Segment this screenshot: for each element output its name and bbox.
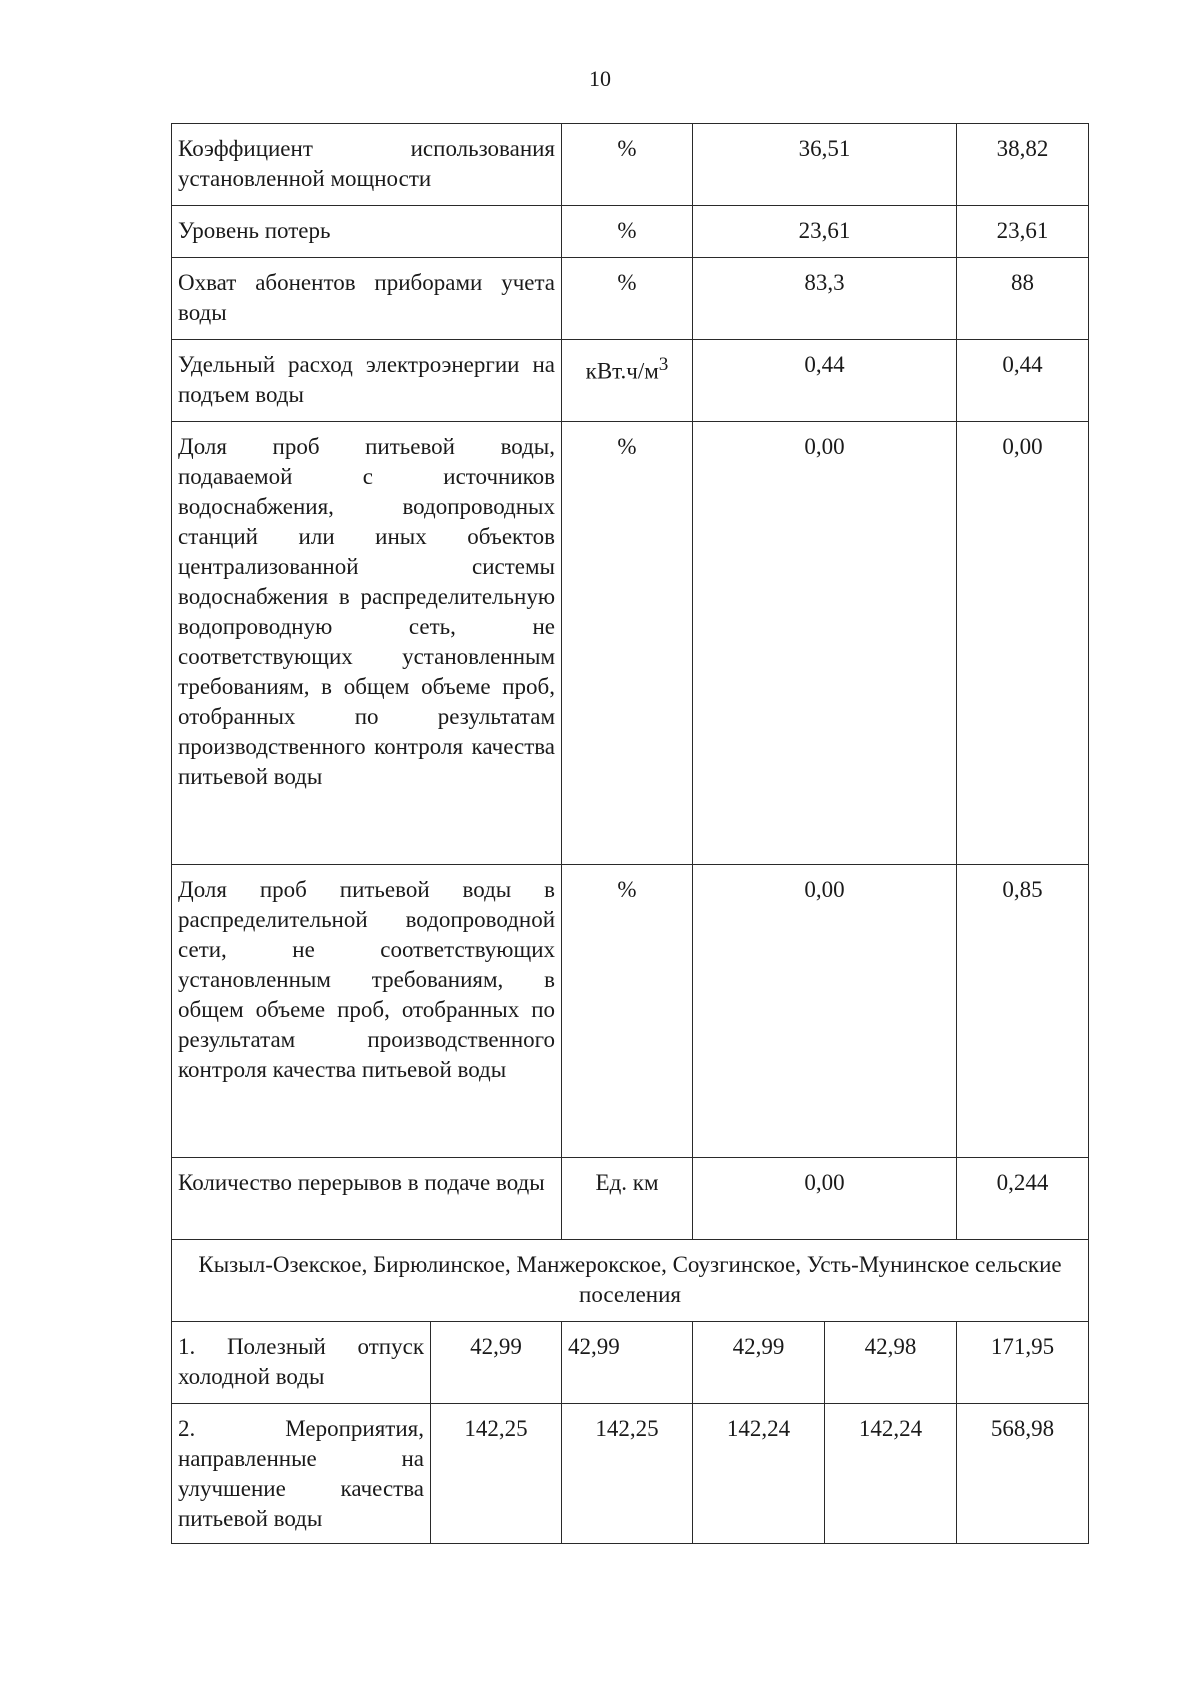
measure-label: 2. Мероприятия, направленные на улучшение качества питьевой воды [172,1404,431,1544]
indicator-label: Коэффициент использования установленной мощности [172,124,562,206]
table-row [172,124,1089,206]
value-cell: 142,24 [693,1404,825,1544]
unit-cell: % [562,258,693,340]
value-cell: 0,00 [693,422,957,865]
value-cell: 142,24 [825,1404,957,1544]
unit-cell: % [562,422,693,865]
indicator-label: Уровень потерь [172,206,562,258]
value-cell: 0,244 [957,1158,1089,1240]
table-row [172,340,1089,422]
measure-label: 1. Полезный отпуск холодной воды [172,1322,431,1404]
table-row [172,1404,1089,1544]
table-row [172,422,1089,865]
indicator-label: Доля проб питьевой воды в распределительной водопроводной сети, не соответствующих установленным требованиям, в общем объеме проб, отобранных по результатам производственного контроля качества питьевой воды [172,865,562,1158]
section-header-row [172,1240,1089,1322]
value-cell: 568,98 [957,1404,1089,1544]
value-cell: 23,61 [693,206,957,258]
value-cell: 0,00 [957,422,1089,865]
unit-cell: % [562,124,693,206]
table-row [172,865,1089,1158]
value-cell: 83,3 [693,258,957,340]
unit-cell: % [562,865,693,1158]
unit-text: кВт.ч/м [585,358,659,384]
table-row [172,1322,1089,1404]
page-number: 10 [589,66,611,91]
value-cell: 171,95 [957,1322,1089,1404]
indicators-table [171,123,1089,1544]
unit-cell: Ед. км [562,1158,693,1240]
value-cell: 38,82 [957,124,1089,206]
indicator-label: Доля проб питьевой воды, подаваемой с источников водоснабжения, водопроводных станций или иных объектов централизованной системы водоснабжения в распределительную водопроводную сеть, не соответствующих установленным требованиям, в общем объеме проб, отобранных по результатам производственного контроля качества питьевой воды [172,422,562,865]
value-cell: 142,25 [431,1404,562,1544]
value-cell: 42,99 [562,1322,693,1404]
value-cell: 42,98 [825,1322,957,1404]
unit-superscript: 3 [658,354,669,375]
value-cell: 142,25 [562,1404,693,1544]
value-cell: 0,85 [957,865,1089,1158]
unit-cell: % [562,206,693,258]
section-title: Кызыл-Озекское, Бирюлинское, Манжерокское, Соузгинское, Усть-Мунинское сельские поселения [172,1240,1089,1322]
unit-cell [562,340,693,422]
indicator-label: Количество перерывов в подаче воды [172,1158,562,1240]
value-cell: 23,61 [957,206,1089,258]
value-cell: 42,99 [431,1322,562,1404]
value-cell: 0,44 [693,340,957,422]
value-cell: 36,51 [693,124,957,206]
value-cell: 0,44 [957,340,1089,422]
indicator-label: Охват абонентов приборами учета воды [172,258,562,340]
value-cell: 0,00 [693,865,957,1158]
table-row [172,258,1089,340]
value-cell: 88 [957,258,1089,340]
table-row [172,206,1089,258]
indicator-label: Удельный расход электроэнергии на подъем воды [172,340,562,422]
value-cell: 42,99 [693,1322,825,1404]
table-row [172,1158,1089,1240]
value-cell: 0,00 [693,1158,957,1240]
